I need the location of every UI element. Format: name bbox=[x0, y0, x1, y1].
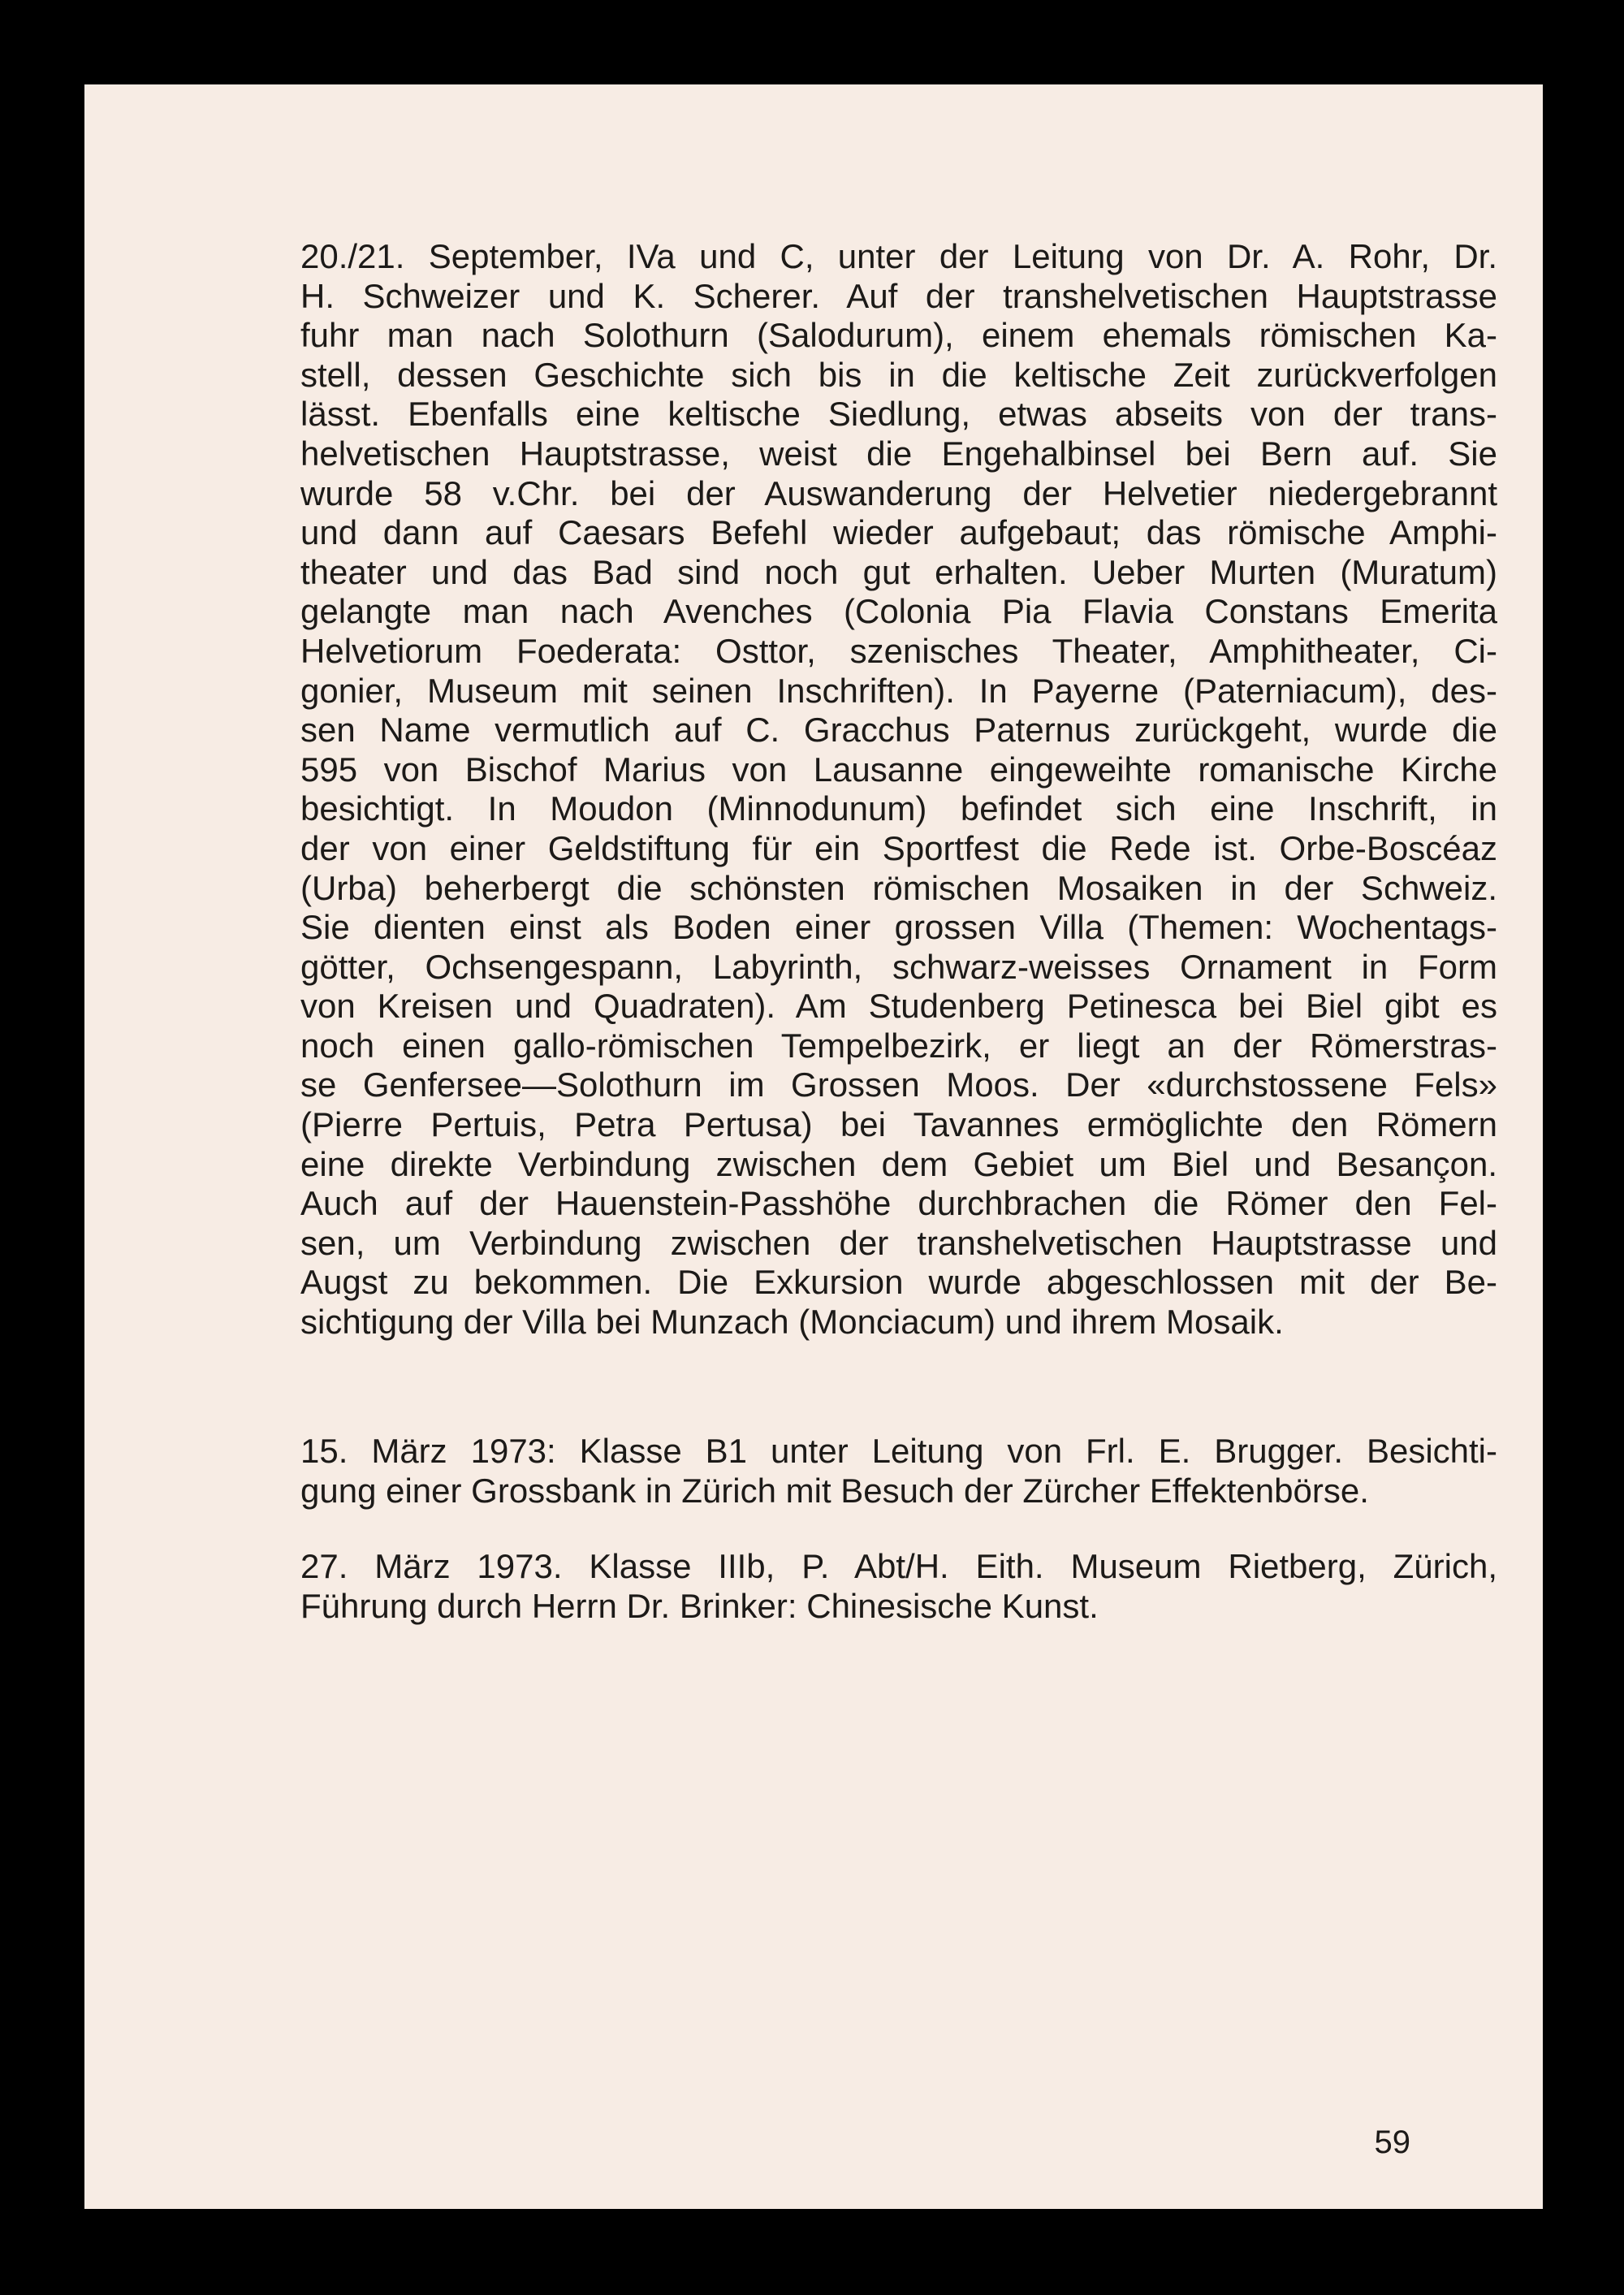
text-line: gung einer Grossbank in Zürich mit Besuch der Zürcher Effektenbörse. bbox=[300, 1471, 1369, 1510]
text-line: theater und das Bad sind noch gut erhalten. Ueber Murten (Muratum) bbox=[300, 552, 1497, 591]
text-line: 15. März 1973: Klasse B1 unter Leitung von Frl. E. Brugger. Besichti- bbox=[300, 1432, 1497, 1470]
text-line: Auch auf der Hauenstein-Passhöhe durchbrachen die Römer den Fel- bbox=[300, 1184, 1497, 1223]
text-line: sen, um Verbindung zwischen der transhelvetischen Hauptstrasse und bbox=[300, 1223, 1497, 1262]
text-line: besichtigt. In Moudon (Minnodunum) befindet sich eine Inschrift, in bbox=[300, 789, 1497, 828]
text-line: stell, dessen Geschichte sich bis in die keltische Zeit zurückverfolgen bbox=[300, 355, 1497, 394]
text-line: sen Name vermutlich auf C. Gracchus Paternus zurückgeht, wurde die bbox=[300, 711, 1497, 750]
text-line: von Kreisen und Quadraten). Am Studenberg Petinesca bei Biel gibt es bbox=[300, 987, 1497, 1026]
text-line: götter, Ochsengespann, Labyrinth, schwarz-weisses Ornament in Form bbox=[300, 947, 1497, 986]
text-line: Augst zu bekommen. Die Exkursion wurde abgeschlossen mit der Be- bbox=[300, 1263, 1497, 1302]
text-line: eine direkte Verbindung zwischen dem Gebiet um Biel und Besançon. bbox=[300, 1144, 1497, 1183]
text-line: H. Schweizer und K. Scherer. Auf der transhelvetischen Hauptstrasse bbox=[300, 276, 1497, 315]
text-line: Helvetiorum Foederata: Osttor, szenisches Theater, Amphitheater, Ci- bbox=[300, 631, 1497, 670]
text-line: Führung durch Herrn Dr. Brinker: Chinesische Kunst. bbox=[300, 1586, 1099, 1625]
text-line: sichtigung der Villa bei Munzach (Monciacum) und ihrem Mosaik. bbox=[300, 1303, 1284, 1342]
text-line: 27. März 1973. Klasse IIIb, P. Abt/H. Eith. Museum Rietberg, Zürich, bbox=[300, 1547, 1497, 1585]
text-line: und dann auf Caesars Befehl wieder aufgebaut; das römische Amphi- bbox=[300, 513, 1497, 552]
text-line: lässt. Ebenfalls eine keltische Siedlung, etwas abseits von der trans- bbox=[300, 395, 1497, 434]
text-line: helvetischen Hauptstrasse, weist die Engehalbinsel bei Bern auf. Sie bbox=[300, 434, 1497, 473]
document-page bbox=[84, 84, 1543, 2209]
text-line: 595 von Bischof Marius von Lausanne eingeweihte romanische Kirche bbox=[300, 750, 1497, 789]
excursion-paragraph-15-march bbox=[300, 1432, 1497, 1511]
text-line: (Urba) beherbergt die schönsten römischen Mosaiken in der Schweiz. bbox=[300, 868, 1497, 907]
text-line: gelangte man nach Avenches (Colonia Pia Flavia Constans Emerita bbox=[300, 592, 1497, 631]
text-line: fuhr man nach Solothurn (Salodurum), einem ehemals römischen Ka- bbox=[300, 316, 1497, 355]
text-line: gonier, Museum mit seinen Inschriften). In Payerne (Paterniacum), des- bbox=[300, 671, 1497, 710]
text-line: der von einer Geldstiftung für ein Sportfest die Rede ist. Orbe-Boscéaz bbox=[300, 828, 1497, 867]
text-line: Sie dienten einst als Boden einer grossen Villa (Themen: Wochentags- bbox=[300, 908, 1497, 947]
excursion-paragraph-september bbox=[300, 237, 1497, 1342]
text-line: noch einen gallo-römischen Tempelbezirk, er liegt an der Römerstras- bbox=[300, 1026, 1497, 1065]
text-line: se Genfersee—Solothurn im Grossen Moos. Der «durchstossene Fels» bbox=[300, 1065, 1497, 1104]
text-line: (Pierre Pertuis, Petra Pertusa) bei Tavannes ermöglichte den Römern bbox=[300, 1105, 1497, 1144]
excursion-paragraph-27-march bbox=[300, 1547, 1497, 1626]
page-number: 59 bbox=[1374, 2124, 1410, 2160]
text-line: 20./21. September, IVa und C, unter der Leitung von Dr. A. Rohr, Dr. bbox=[300, 237, 1497, 275]
text-line: wurde 58 v.Chr. bei der Auswanderung der Helvetier niedergebrannt bbox=[300, 473, 1497, 512]
